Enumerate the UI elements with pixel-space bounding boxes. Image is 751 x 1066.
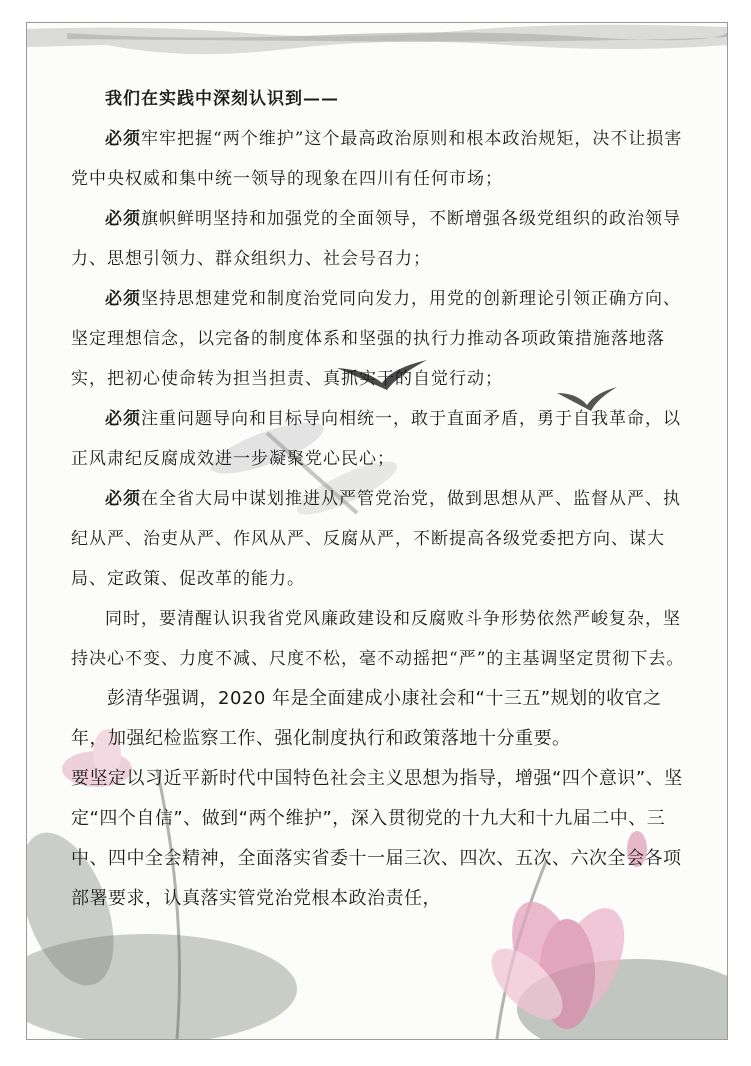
article-body	[71, 79, 691, 919]
must-paragraph	[71, 119, 691, 199]
paragraph-text: 坚持思想建党和制度治党同向发力，用党的创新理论引领正确方向、坚定理想信念，以完备的制度体系和坚强的执行力推动各项政策措施落地落实，把初心使命转为担当担责、真抓实干的自觉行动；	[71, 289, 681, 389]
section-heading	[71, 79, 691, 119]
peng-paragraph-continued: 要坚定以习近平新时代中国特色社会主义思想为指导，增强“四个意识”、坚定“四个自信”、做到“两个维护”，深入贯彻党的十九大和十九届二中、三中、四中全会精神，全面落实省委十一届三次、四次、五次、六次全会各项部署要求，认真落实管党治党根本政治责任，	[71, 768, 683, 909]
meanwhile-paragraph: 同时，要清醒认识我省党风廉政建设和反腐败斗争形势依然严峻复杂，坚持决心不变、力度不减、尺度不松，毫不动摇把“严”的主基调坚定贯彻下去。	[71, 609, 685, 669]
peng-paragraph: 彭清华强调，2020 年是全面建成小康社会和“十三五”规划的收官之年，加强纪检监察工作、强化制度执行和政策落地十分重要。	[71, 688, 662, 749]
must-lead: 必须	[105, 209, 141, 229]
paragraph-text: 旗帜鲜明坚持和加强党的全面领导，不断增强各级党组织的政治领导力、思想引领力、群众组织力、社会号召力；	[71, 209, 681, 269]
must-paragraph	[71, 399, 691, 479]
must-paragraph	[71, 479, 691, 599]
paragraph-text: 在全省大局中谋划推进从严管党治党，做到思想从严、监督从严、执纪从严、治吏从严、作风从严、反腐从严，不断提高各级党委把方向、谋大局、定政策、促改革的能力。	[71, 489, 681, 589]
must-paragraph	[71, 279, 691, 399]
must-paragraph	[71, 199, 691, 279]
must-lead: 必须	[105, 489, 141, 509]
ink-wash-band	[27, 23, 727, 83]
paragraph-text: 注重问题导向和目标导向相统一，敢于直面矛盾，勇于自我革命，以正风肃纪反腐成效进一步凝聚党心民心；	[71, 409, 681, 469]
must-lead: 必须	[105, 289, 141, 309]
must-lead: 必须	[105, 129, 141, 149]
must-lead: 必须	[105, 409, 141, 429]
paragraph-text: 牢牢把握“两个维护”这个最高政治原则和根本政治规矩，决不让损害党中央权威和集中统一领导的现象在四川有任何市场；	[71, 129, 683, 189]
heading-text: 我们在实践中深刻认识到——	[105, 89, 339, 109]
document-page	[26, 22, 728, 1040]
